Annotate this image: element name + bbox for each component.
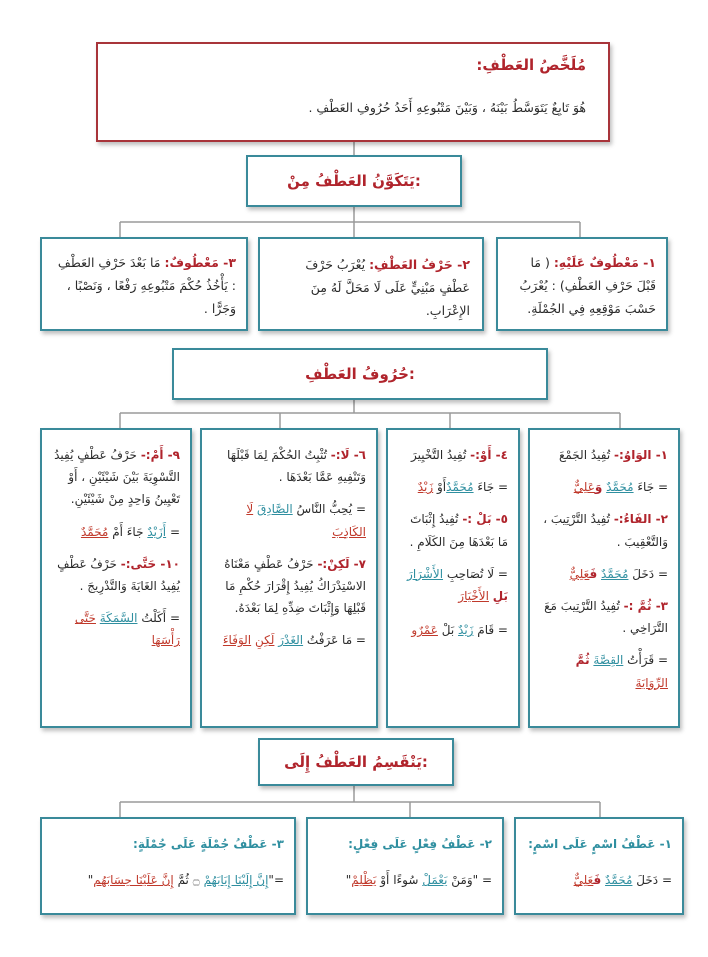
am-text: حَرْفُ عَطْفٍ يُفِيدُ التَّسْوِيَةَ بَيْنَ شَيْئَيْنِ ، أَوْ تَعْيِينُ وَاحِدٍ مِنْ شَيْئَيْنِ. — [54, 448, 180, 507]
division-example: = دَخَلَ مُحَمَّدٌ فَعَلِيٌّ — [573, 873, 672, 888]
waw-text: تُفِيدُ الجَمْعَ — [558, 448, 611, 462]
item-text: ( مَا قَبْلَ حَرْفِ العَطْفِ) : يُعْرَبُ حَسْبَ مَوْقِعِهِ فِي الجُمْلَةِ. — [519, 255, 656, 317]
composition-item-3 — [40, 237, 248, 331]
lakin-text: حَرْفُ عَطْفٍ مَعْنَاهُ الاسْتِدْرَاكُ يُفِيدُ إِقْرَارَ حُكْمِ مَا قَبْلِهَا وَإِثْبَاتَ ضِدِّهِ لِمَا بَعْدَهُ. — [224, 556, 366, 616]
bal-text: تُفِيدُ إِثْبَاتَ مَا بَعْدَهَا مِنَ الكَلَامِ . — [409, 512, 508, 549]
am-example: = أَزَيْدٌ جَاءَ أَمْ مُحَمَّدٌ — [80, 524, 180, 539]
division-item-3 — [40, 817, 296, 915]
fa-example: = دَخَلَ مُحَمَّدٌ فَعَلِيٌّ — [569, 566, 668, 581]
letters-col-2 — [386, 428, 520, 728]
division-example: = "وَمَنْ يَعْمَلْ سُوءًا أَوْ يَظْلِمْ" — [345, 873, 492, 888]
lakin-example: = مَا عَرَفْتُ الغَدْرَ لَكِنِ الوَفَاءَ — [222, 633, 366, 648]
la-example: = يُحِبُّ النَّاسُ الصَّادِقَ لَا الكَاذِبَ — [246, 502, 366, 539]
division-item-2 — [306, 817, 504, 915]
item-label: ٣- مَعْطُوفٌ: — [164, 255, 236, 270]
aw-text: تُفِيدُ التَّخْيِيرَ — [410, 448, 467, 462]
item-label: ٢- حَرْفُ العَطْفِ: — [369, 257, 470, 272]
item-text: مَا بَعْدَ حَرْفِ العَطْفِ : يَأْخُذُ حُكْمَ مَتْبُوعِهِ رَفْعًا ، وَنَصْبًا ، وَجَرًّا . — [57, 255, 236, 317]
hatta-text: حَرْفُ عَطْفٍ يُفِيدُ الغَايَةَ وَالتَّدْرِيجَ . — [57, 556, 180, 593]
thumma-label: ٣- ثُمَّ :- — [623, 598, 668, 613]
hatta-label: ١٠- حَتَّى:- — [120, 556, 180, 571]
am-label: ٩- أَمْ:- — [140, 448, 180, 462]
letters-title-box — [172, 348, 548, 400]
fa-label: ٢- الفَاءُ:- — [613, 512, 668, 527]
hatta-example: = أَكَلْتُ السَّمَكَةَ حَتَّى رَأْسَهَا — [74, 611, 180, 648]
division-item-1 — [514, 817, 684, 915]
division-label: ٢- عَطْفُ فِعْلٍ عَلَى فِعْلٍ: — [348, 837, 492, 851]
summary-box — [96, 42, 610, 142]
aw-example: = جَاءَ مُحَمَّدٌأَوْ زَيْدٌ — [417, 480, 508, 495]
thumma-example: = قَرَأْتُ القِصَّةَ ثُمَّ الرِّوَايَةَ — [575, 653, 668, 690]
item-label: ١- مَعْطُوفٌ عَلَيْهِ: — [553, 255, 656, 270]
division-example: ="إِنَّ إِلَيْنَا إِيَابَهُمْ ۝ ثُمَّ إِنَّ عَلَيْنَا حِسَابَهُم" — [87, 873, 284, 888]
item-text: يُعْرَبُ حَرْفَ عَطْفٍ مَبْنِيٍّ عَلَى لَا مَحَلَّ لَهُ مِنَ الإِعْرَابِ. — [305, 257, 470, 319]
thumma-text: تُفِيدُ التَّرْتِيبَ مَعَ التَّرَاخِي . — [544, 598, 668, 636]
la-text: تُثْبِتُ الحُكْمَ لِمَا قَبْلَهَا وَتَنْفِيهِ عَمَّا بَعْدَهَا . — [227, 448, 366, 485]
letters-col-1 — [528, 428, 680, 728]
bal-example-2: = قَامَ زَيْدٌ بَلْ عَمْرٌو — [411, 623, 508, 638]
division-label: ٣- عَطْفُ جُمْلَةٍ عَلَى جُمْلَةٍ: — [133, 837, 284, 851]
letters-title: حُرُوفُ العَطْفِ: — [305, 365, 415, 383]
composition-item-2 — [258, 237, 484, 331]
lakin-label: ٧- لَكِنْ:- — [317, 556, 366, 571]
la-label: ٦- لَا:- — [330, 448, 366, 462]
letters-col-3 — [200, 428, 378, 728]
bal-example: = لَا تُصَاحِبِ الأَشْرَارَ بَلِ الأَخْيَارَ — [407, 566, 508, 603]
fa-text: تُفِيدُ التَّرْتِيبَ ، وَالتَّعْقِيبَ . — [543, 512, 668, 549]
summary-title: مُلَخَّصُ العَطْفِ: — [476, 56, 586, 74]
division-title: يَنْقَسِمُ العَطْفُ إِلَى: — [284, 753, 428, 771]
bal-label: ٥- بَلْ :- — [462, 512, 508, 527]
waw-example: = جَاءَ مُحَمَّدٌ وَعَلِيٌّ — [573, 480, 668, 495]
division-title-box — [258, 738, 454, 786]
aw-label: ٤- أَوْ:- — [470, 448, 508, 462]
composition-title: يَتَكَوَّنُ العَطْفُ مِنْ: — [287, 172, 421, 190]
waw-label: ١- الوَاوُ:- — [614, 448, 668, 462]
composition-item-1 — [496, 237, 668, 331]
letters-col-4 — [40, 428, 192, 728]
composition-title-box — [246, 155, 462, 207]
summary-text: هُوَ تَابِعٌ يَتَوَسَّطُ بَيْنَهُ ، وَبَيْنَ مَتْبُوعِهِ أَحَدُ حُرُوفِ العَطْفِ . — [308, 100, 586, 115]
division-label: ١- عَطْفُ اسْمٍ عَلَى اسْمٍ: — [528, 837, 672, 851]
